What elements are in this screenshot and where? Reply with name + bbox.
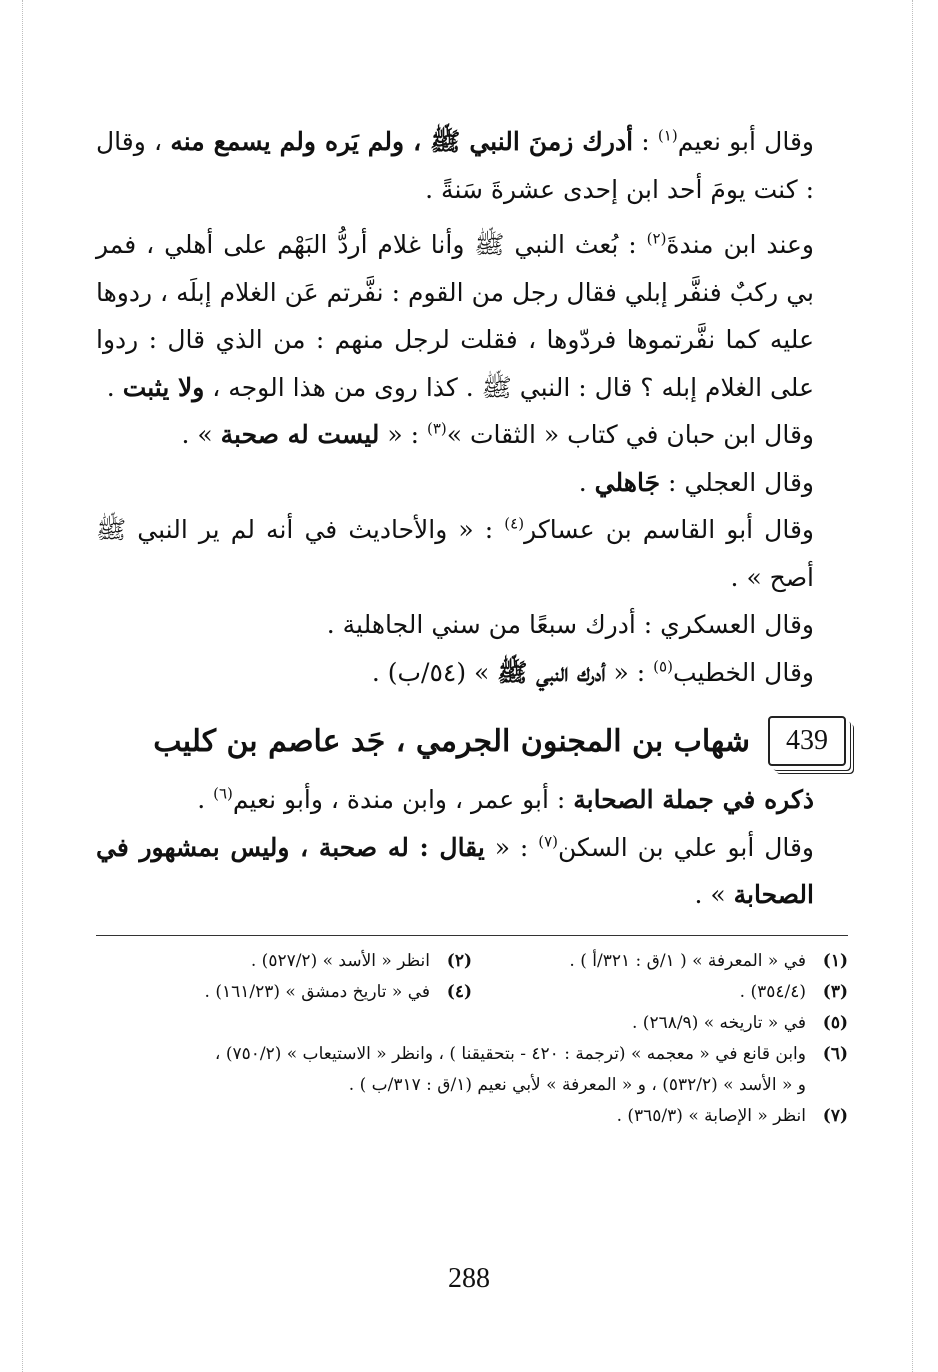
paragraph-ibn-manda xyxy=(96,221,848,411)
paragraph-ibn-sakan xyxy=(96,824,848,919)
text: وقال ابن حبان في كتاب « الثقات » xyxy=(446,420,814,449)
text: » . xyxy=(181,420,221,449)
footnote-7 xyxy=(96,1101,848,1132)
text: وقال العسكري : أدرك سبعًا من سني الجاهلية . xyxy=(326,610,814,639)
footnote-2 xyxy=(96,946,472,977)
footnote-text: في « تاريخ دمشق » (١٦١/٢٣) . xyxy=(204,981,430,1002)
entry-number-box xyxy=(768,716,846,766)
paragraph-askari xyxy=(96,601,848,649)
footnote-1 xyxy=(472,946,848,977)
paragraph-ajli xyxy=(96,459,848,507)
footnote-ref-5[interactable]: (٥) xyxy=(653,657,673,676)
footnote-ref-1[interactable]: (١) xyxy=(657,126,678,145)
bold-text: أدرك النبي ﷺ xyxy=(497,657,606,687)
text: : « xyxy=(379,420,427,449)
margin-guide-left xyxy=(22,0,23,1372)
text: : أبو عمر ، وابن مندة ، وأبو نعيم xyxy=(232,785,574,814)
footnote-ref-6[interactable]: (٦) xyxy=(213,784,233,803)
text: : « xyxy=(484,832,539,862)
text: . xyxy=(106,372,123,402)
footnote-6-continuation: و « الأسد » (٥٣٢/٢) ، و « المعرفة » لأبي نعيم (١/ق : ٣١٧/ب ) . xyxy=(348,1074,806,1095)
footnote-number: (٧) xyxy=(822,1105,848,1126)
paragraph-mentioned-among-companions xyxy=(96,776,848,824)
text: » (٥٤/ب) . xyxy=(371,657,498,687)
footnote-5 xyxy=(96,1008,848,1039)
bold-text: ولا يثبت xyxy=(122,372,205,402)
text: : « والأحاديث في أنه لم ير النبي ﷺ أصح » . xyxy=(96,515,814,592)
text: . xyxy=(578,467,595,497)
paragraph-khatib xyxy=(96,649,848,697)
footnote-row xyxy=(96,1101,848,1132)
bold-text: ذكره في جملة الصحابة xyxy=(573,785,814,814)
footnote-number: (٣) xyxy=(822,981,848,1002)
footnotes xyxy=(96,946,848,1132)
text: وقال أبو علي بن السكن xyxy=(558,832,815,862)
paragraph-ibn-asakir xyxy=(96,506,848,601)
bold-text: أدرك زمنَ النبي ﷺ ، ولم يَره ولم يسمع منه xyxy=(170,127,634,156)
paragraph-ibn-hibban xyxy=(96,411,848,459)
text: ، وقال : كنت يومَ أحد ابن إحدى عشرةَ سَنةً . xyxy=(96,127,814,204)
footnote-row xyxy=(96,946,848,977)
text: : « xyxy=(605,657,654,687)
footnote-number: (٢) xyxy=(446,950,472,971)
footnote-text: (٣٥٤/٤) . xyxy=(739,981,806,1002)
entry-number: 439 xyxy=(786,725,828,756)
book-page xyxy=(96,118,848,1132)
text: وقال العجلي : xyxy=(660,467,814,497)
footnote-number: (١) xyxy=(822,950,848,971)
footnote-3 xyxy=(472,977,848,1008)
text: وقال أبو نعيم xyxy=(677,127,814,156)
text: وقال الخطيب xyxy=(672,657,814,687)
footnote-text: في « تاريخه » (٢٦٨/٩) . xyxy=(631,1012,806,1033)
text: وقال أبو القاسم بن عساكر xyxy=(524,515,814,544)
footnote-text: انظر « الأسد » (٥٢٧/٢) . xyxy=(250,950,430,971)
footnote-row xyxy=(96,977,848,1008)
footnote-separator xyxy=(96,935,848,936)
footnote-ref-7[interactable]: (٧) xyxy=(538,832,559,851)
footnote-number: (٤) xyxy=(446,981,472,1002)
footnote-ref-3[interactable]: (٣) xyxy=(426,419,447,438)
paragraph-abu-nuaym xyxy=(96,118,848,213)
footnote-text: وابن قانع في « معجمه » (ترجمة : ٤٢٠ - بتحقيقنا ) ، وانظر « الاستيعاب » (٧٥٠/٢) ، xyxy=(214,1043,806,1064)
footnote-number: (٦) xyxy=(822,1043,848,1064)
entry-heading xyxy=(96,716,846,766)
entry-title: شهاب بن المجنون الجرمي ، جَد عاصم بن كليب xyxy=(153,723,750,759)
text: . xyxy=(197,785,214,814)
footnote-row xyxy=(96,1008,848,1039)
bold-text: جَاهلي xyxy=(594,467,661,497)
footnote-text: انظر « الإصابة » (٣٦٥/٣) . xyxy=(616,1105,806,1126)
text: وعند ابن مندةَ xyxy=(666,230,814,259)
footnote-row xyxy=(96,1039,848,1070)
bold-text: ليست له صحبة xyxy=(220,420,380,449)
footnote-number: (٥) xyxy=(822,1012,848,1033)
margin-guide-right xyxy=(912,0,913,1372)
footnote-text: في « المعرفة » ( ١/ق : ٣٢١/أ ) . xyxy=(569,950,806,971)
footnote-ref-2[interactable]: (٢) xyxy=(646,229,667,248)
bold-text: يقال : له صحبة ، وليس بمشهور في الصحابة xyxy=(96,832,814,909)
footnote-4 xyxy=(96,977,472,1008)
page-number: 288 xyxy=(448,1263,490,1294)
text: » . xyxy=(694,880,734,909)
footnote-6 xyxy=(96,1039,848,1070)
footnote-ref-4[interactable]: (٤) xyxy=(504,514,525,533)
text: : بُعث النبي ﷺ وأنا غلام أردُّ البَهْم على أهلي ، فمر بي ركبٌ فنفَّر إبلي فقال رجل من القوم : نفَّرتم عَن الغلام إبلَه ، ردوها عليه كما نفَّرتموها فردّوها ، فقلت لرجل منهم : من الذي قال : ردوا على الغلام إبله ؟ قال : النبي ﷺ . كذا روى من هذا الوجه ، xyxy=(96,230,814,402)
text: : xyxy=(633,127,658,156)
